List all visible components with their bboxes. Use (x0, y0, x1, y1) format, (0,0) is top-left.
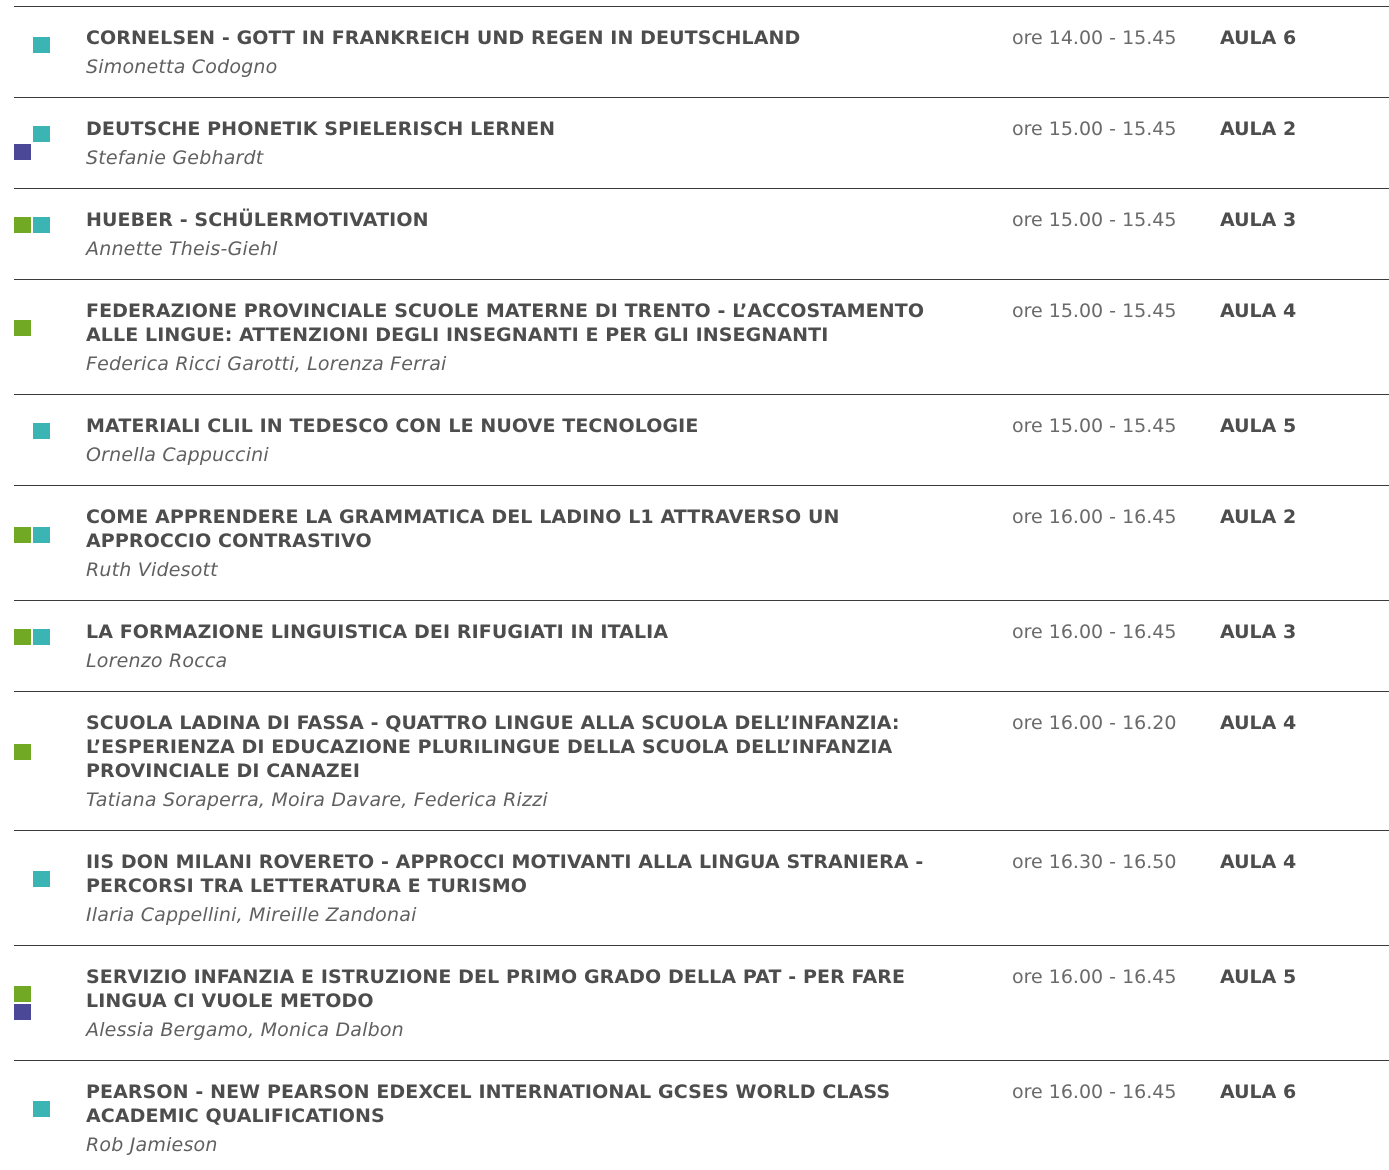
session-title: COME APPRENDERE LA GRAMMATICA DEL LADINO L1 ATTRAVERSO UN APPROCCIO CONTRASTIVO Ruth Videsott (86, 505, 966, 582)
session-room: AULA 4 (1220, 712, 1297, 734)
track-markers (14, 831, 54, 945)
session-speaker: Simonetta Codogno (86, 56, 278, 78)
session-room: AULA 2 (1220, 118, 1297, 140)
track-marker-purple (14, 144, 31, 160)
session-row (14, 98, 1389, 189)
session-room: AULA 2 (1220, 506, 1297, 528)
session-room: AULA 5 (1220, 966, 1297, 988)
session-speaker: Federica Ricci Garotti, Lorenza Ferrai (86, 353, 447, 375)
session-title: FEDERAZIONE PROVINCIALE SCUOLE MATERNE DI TRENTO - L’ACCOSTAMENTO ALLE LINGUE: ATTENZIONI DEGLI INSEGNANTI E PER GLI INSEGNANTI Federica Ricci Garotti, Lorenza Ferrai (86, 299, 966, 376)
track-markers (14, 486, 54, 600)
session-row (14, 692, 1389, 831)
session-speaker: Ruth Videsott (86, 559, 218, 581)
track-markers (14, 1061, 54, 1170)
session-room: AULA 3 (1220, 209, 1297, 231)
track-marker-teal (33, 629, 50, 645)
session-title: PEARSON - NEW PEARSON EDEXCEL INTERNATIONAL GCSES WORLD CLASS ACADEMIC QUALIFICATIONS Rob Jamieson (86, 1080, 966, 1157)
session-time: ore 16.00 - 16.45 (1012, 621, 1177, 643)
session-time: ore 15.00 - 15.45 (1012, 300, 1177, 322)
track-marker-teal (33, 37, 50, 53)
track-marker-green (14, 320, 31, 336)
session-row (14, 7, 1389, 98)
track-markers (14, 395, 54, 485)
track-marker-teal (33, 423, 50, 439)
session-row (14, 395, 1389, 486)
track-marker-teal (33, 217, 50, 233)
session-row (14, 946, 1389, 1061)
track-marker-teal (33, 1101, 50, 1117)
session-row (14, 486, 1389, 601)
session-speaker: Lorenzo Rocca (86, 650, 228, 672)
session-room: AULA 6 (1220, 27, 1297, 49)
session-speaker: Annette Theis-Giehl (86, 238, 278, 260)
track-marker-green (14, 629, 31, 645)
session-title: SERVIZIO INFANZIA E ISTRUZIONE DEL PRIMO GRADO DELLA PAT - PER FARE LINGUA CI VUOLE METODO Alessia Bergamo, Monica Dalbon (86, 965, 966, 1042)
track-marker-teal (33, 871, 50, 887)
session-room: AULA 5 (1220, 415, 1297, 437)
track-markers (14, 189, 54, 279)
session-title: HUEBER - SCHÜLERMOTIVATION Annette Theis-Giehl (86, 208, 966, 261)
session-title: CORNELSEN - GOTT IN FRANKREICH UND REGEN IN DEUTSCHLAND Simonetta Codogno (86, 26, 966, 79)
session-time: ore 15.00 - 15.45 (1012, 118, 1177, 140)
session-title: SCUOLA LADINA DI FASSA - QUATTRO LINGUE ALLA SCUOLA DELL’INFANZIA: L’ESPERIENZA DI EDUCAZIONE PLURILINGUE DELLA SCUOLA DELL’INFANZIA PROVINCIALE DI CANAZEI Tatiana Soraperra, Moira Davare, Federica Rizzi (86, 711, 966, 812)
track-marker-green (14, 744, 31, 760)
session-time: ore 16.30 - 16.50 (1012, 851, 1177, 873)
session-row (14, 189, 1389, 280)
track-markers (14, 692, 54, 830)
session-time: ore 16.00 - 16.45 (1012, 966, 1177, 988)
session-row (14, 601, 1389, 692)
session-room: AULA 4 (1220, 300, 1297, 322)
session-speaker: Ilaria Cappellini, Mireille Zandonai (86, 904, 417, 926)
session-speaker: Stefanie Gebhardt (86, 147, 264, 169)
track-marker-green (14, 527, 31, 543)
session-speaker: Ornella Cappuccini (86, 444, 269, 466)
session-speaker: Tatiana Soraperra, Moira Davare, Federica Rizzi (86, 789, 548, 811)
track-marker-teal (33, 126, 50, 142)
session-room: AULA 3 (1220, 621, 1297, 643)
track-marker-green (14, 986, 31, 1002)
session-speaker: Alessia Bergamo, Monica Dalbon (86, 1019, 404, 1041)
track-markers (14, 7, 54, 97)
track-marker-purple (14, 1004, 31, 1020)
session-time: ore 16.00 - 16.20 (1012, 712, 1177, 734)
session-row (14, 1061, 1389, 1170)
session-title: DEUTSCHE PHONETIK SPIELERISCH LERNEN Stefanie Gebhardt (86, 117, 966, 170)
session-title: IIS DON MILANI ROVERETO - APPROCCI MOTIVANTI ALLA LINGUA STRANIERA - PERCORSI TRA LETTERATURA E TURISMO Ilaria Cappellini, Mireille Zandonai (86, 850, 966, 927)
session-time: ore 15.00 - 15.45 (1012, 415, 1177, 437)
session-time: ore 16.00 - 16.45 (1012, 506, 1177, 528)
session-title: MATERIALI CLIL IN TEDESCO CON LE NUOVE TECNOLOGIE Ornella Cappuccini (86, 414, 966, 467)
session-room: AULA 4 (1220, 851, 1297, 873)
track-markers (14, 601, 54, 691)
session-room: AULA 6 (1220, 1081, 1297, 1103)
session-row (14, 831, 1389, 946)
session-speaker: Rob Jamieson (86, 1134, 218, 1156)
track-marker-green (14, 217, 31, 233)
track-markers (14, 98, 54, 188)
session-time: ore 15.00 - 15.45 (1012, 209, 1177, 231)
track-markers (14, 946, 54, 1060)
session-row (14, 280, 1389, 395)
session-title: LA FORMAZIONE LINGUISTICA DEI RIFUGIATI IN ITALIA Lorenzo Rocca (86, 620, 966, 673)
session-time: ore 14.00 - 15.45 (1012, 27, 1177, 49)
track-markers (14, 280, 54, 394)
track-marker-teal (33, 527, 50, 543)
session-time: ore 16.00 - 16.45 (1012, 1081, 1177, 1103)
